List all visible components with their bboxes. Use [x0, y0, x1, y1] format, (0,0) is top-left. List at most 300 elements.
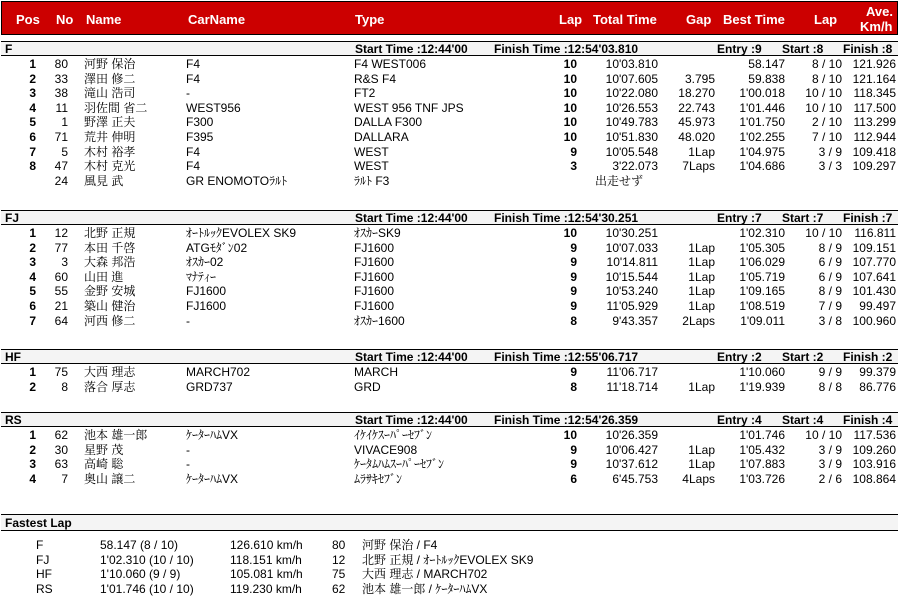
- car-name-cell: FJ1600: [186, 299, 227, 313]
- driver-name-cell: 星野 茂: [84, 442, 124, 457]
- average-speed-cell: 117.500: [853, 100, 896, 115]
- driver-name-cell: 奥山 譲二: [84, 471, 136, 486]
- average-speed-cell: 121.164: [852, 71, 896, 86]
- fastest-lap-section: [1, 514, 898, 531]
- result-row: [0, 86, 900, 101]
- pos-cell: 7: [29, 313, 36, 328]
- gap-cell: 1Lap: [688, 240, 715, 255]
- car-name-cell: F4: [186, 71, 201, 86]
- fastest-speed-cell: 119.230 km/h: [230, 581, 302, 596]
- driver-name-cell: 河野 保治: [84, 57, 136, 71]
- best-time-cell: 1'05.719: [739, 269, 785, 284]
- class-header-rs: [1, 412, 898, 427]
- average-speed-cell: 99.497: [859, 299, 896, 313]
- car-name-cell: ｹｰﾀｰﾊﾑVX: [186, 471, 239, 486]
- car-name-cell: F300: [186, 115, 214, 130]
- gap-cell: 2Laps: [682, 313, 715, 328]
- laps-cell: 9: [570, 255, 577, 270]
- car-type-cell: FJ1600: [354, 240, 395, 255]
- car-type-cell: WEST: [354, 144, 389, 159]
- best-lap-cell: 8 / 10: [811, 57, 842, 71]
- col-pos-header: Pos: [16, 12, 40, 27]
- pos-cell: 2: [29, 71, 36, 86]
- fastest-driver-cell: 北野 正規 / ｵｰﾄﾙｯｸEVOLEX SK9: [362, 552, 534, 567]
- best-time-cell: 1'03.726: [739, 471, 785, 486]
- total-time-cell: 10'03.810: [605, 57, 658, 71]
- total-time-cell: 10'14.811: [606, 255, 658, 270]
- class-header-f: [1, 41, 898, 56]
- total-time-cell: 3'22.073: [612, 159, 658, 174]
- fastest-lap-title: Fastest Lap: [5, 516, 72, 530]
- pos-cell: 8: [29, 159, 36, 174]
- col-name-header: Name: [86, 12, 122, 27]
- best-time-cell: 1'09.165: [739, 284, 785, 299]
- best-time-cell: 1'05.305: [739, 240, 785, 255]
- car-name-cell: ATGﾓﾀﾞﾝ02: [186, 240, 248, 255]
- col-ave-header: Ave.: [866, 4, 893, 19]
- car-number-cell: 80: [54, 57, 68, 71]
- car-number-cell: 38: [54, 86, 68, 101]
- total-time-cell: 10'05.548: [605, 144, 658, 159]
- best-lap-cell: 8 / 9: [818, 240, 842, 255]
- car-number-cell: 3: [61, 255, 68, 270]
- fastest-class-cell: FJ: [36, 552, 50, 567]
- best-time-cell: 1'01.446: [739, 100, 785, 115]
- car-name-cell: GRD737: [186, 379, 233, 394]
- total-time-cell: 10'53.240: [605, 284, 658, 299]
- best-lap-cell: 10 / 10: [805, 100, 842, 115]
- best-lap-cell: 10 / 10: [805, 428, 842, 442]
- start-count: Start :4: [782, 413, 824, 427]
- total-time-cell: 10'15.544: [605, 269, 658, 284]
- driver-name-cell: 築山 健治: [84, 299, 136, 313]
- best-time-cell: 1'01.746: [739, 428, 785, 442]
- best-lap-cell: 10 / 10: [805, 226, 842, 240]
- result-row: [0, 365, 900, 380]
- gap-cell: 1Lap: [688, 255, 715, 270]
- gap-cell: 1Lap: [688, 379, 715, 394]
- best-time-cell: 59.838: [748, 71, 785, 86]
- result-row: [0, 443, 900, 458]
- result-row: [0, 270, 900, 285]
- average-speed-cell: 109.297: [852, 159, 896, 174]
- finish-count: Finish :2: [843, 350, 893, 364]
- average-speed-cell: 101.430: [852, 284, 896, 299]
- fastest-lap-row: [0, 581, 900, 597]
- result-row: [0, 130, 900, 145]
- driver-name-cell: 高崎 聡: [84, 457, 124, 472]
- result-row: [0, 284, 900, 299]
- car-type-cell: FT2: [354, 86, 376, 101]
- fastest-car-number-cell: 75: [332, 567, 346, 582]
- average-speed-cell: 103.916: [852, 457, 896, 472]
- driver-name-cell: 風見 武: [84, 173, 124, 188]
- average-speed-cell: 116.811: [854, 226, 896, 240]
- car-name-cell: -: [186, 442, 190, 457]
- col-kmh-header: Km/h: [860, 19, 893, 34]
- car-name-cell: FJ1600: [186, 284, 227, 299]
- best-lap-cell: 2 / 6: [818, 471, 842, 486]
- result-row: [0, 255, 900, 270]
- total-time-cell: 10'30.251: [605, 226, 658, 240]
- best-time-cell: 1'10.060: [739, 365, 785, 379]
- laps-cell: 9: [570, 457, 577, 472]
- car-number-cell: 7: [61, 471, 68, 486]
- car-name-cell: -: [186, 86, 190, 101]
- laps-cell: 9: [570, 269, 577, 284]
- car-type-cell: ｹｰﾀﾑﾊﾑｽｰﾊﾟｰｾﾌﾞﾝ: [354, 457, 445, 472]
- best-lap-cell: 3 / 9: [818, 442, 842, 457]
- average-speed-cell: 107.770: [852, 255, 896, 270]
- pos-cell: 4: [29, 100, 36, 115]
- driver-name-cell: 大森 邦浩: [84, 255, 136, 270]
- result-row: [0, 174, 900, 189]
- gap-cell: 3.795: [684, 71, 715, 86]
- best-lap-cell: 9 / 9: [818, 365, 842, 379]
- car-number-cell: 77: [54, 240, 68, 255]
- average-speed-cell: 113.299: [853, 115, 896, 130]
- laps-cell: 10: [563, 428, 577, 442]
- result-row: [0, 57, 900, 72]
- car-number-cell: 33: [54, 71, 68, 86]
- car-name-cell: ｹｰﾀｰﾊﾑVX: [186, 428, 239, 442]
- laps-cell: 6: [570, 471, 577, 486]
- laps-cell: 3: [570, 159, 577, 174]
- total-time-cell: 出走せず: [594, 173, 643, 188]
- best-time-cell: 1'02.255: [739, 130, 785, 144]
- car-type-cell: DALLA F300: [354, 115, 423, 130]
- fastest-driver-cell: 池本 雄一郎 / ｹｰﾀｰﾊﾑVX: [362, 581, 488, 596]
- result-row: [0, 472, 900, 487]
- driver-name-cell: 池本 雄一郎: [84, 428, 148, 442]
- car-type-cell: FJ1600: [354, 255, 395, 270]
- fastest-driver-cell: 河野 保治 / F4: [362, 538, 438, 552]
- average-speed-cell: 107.641: [852, 269, 896, 284]
- result-row: [0, 101, 900, 116]
- laps-cell: 10: [563, 71, 577, 86]
- result-row: [0, 241, 900, 256]
- car-type-cell: DALLARA: [354, 130, 409, 144]
- car-name-cell: ｵｽｶｰ02: [186, 255, 224, 270]
- car-type-cell: ﾑﾗｻｷｾﾌﾞﾝ: [354, 471, 403, 486]
- start-time: Start Time :12:44'00: [355, 350, 468, 364]
- car-name-cell: F4: [186, 159, 201, 174]
- class-header-fj: [1, 210, 898, 225]
- class-name: RS: [5, 413, 22, 427]
- driver-name-cell: 荒井 伸明: [84, 130, 136, 144]
- col-gap-header: Gap: [686, 12, 712, 27]
- best-time-cell: 1'19.939: [739, 379, 785, 394]
- car-type-cell: VIVACE908: [354, 442, 418, 457]
- result-row: [0, 428, 900, 443]
- best-lap-cell: 8 / 10: [811, 71, 842, 86]
- result-row: [0, 299, 900, 314]
- pos-cell: 2: [29, 442, 36, 457]
- car-name-cell: F4: [186, 144, 201, 159]
- laps-cell: 9: [570, 365, 577, 379]
- driver-name-cell: 落合 厚志: [84, 379, 136, 394]
- car-type-cell: F4 WEST006: [354, 57, 427, 71]
- fastest-time-cell: 1'01.746 (10 / 10): [100, 581, 194, 596]
- pos-cell: 2: [29, 379, 36, 394]
- average-speed-cell: 86.776: [859, 379, 896, 394]
- finish-time: Finish Time :12:55'06.717: [494, 350, 639, 364]
- car-name-cell: GR ENOMOTOﾗﾙﾄ: [186, 173, 288, 188]
- pos-cell: 3: [29, 457, 36, 472]
- car-number-cell: 75: [54, 365, 68, 379]
- entry-count: Entry :7: [717, 211, 762, 225]
- start-count: Start :7: [782, 211, 824, 225]
- fastest-car-number-cell: 80: [332, 538, 346, 552]
- laps-cell: 8: [570, 379, 577, 394]
- finish-time: Finish Time :12:54'26.359: [494, 413, 639, 427]
- best-time-cell: 1'06.029: [739, 255, 785, 270]
- car-type-cell: FJ1600: [354, 284, 395, 299]
- car-name-cell: ﾏﾅﾃｨｰ: [186, 269, 217, 284]
- pos-cell: 6: [29, 130, 36, 144]
- fastest-driver-cell: 大西 理志 / MARCH702: [362, 567, 488, 582]
- gap-cell: 1Lap: [688, 442, 715, 457]
- class-name: HF: [5, 350, 21, 364]
- car-number-cell: 12: [54, 226, 68, 240]
- pos-cell: 1: [29, 57, 36, 71]
- car-number-cell: 47: [54, 159, 68, 174]
- driver-name-cell: 大西 理志: [84, 365, 136, 379]
- col-carname-header: CarName: [188, 12, 246, 27]
- car-number-cell: 8: [61, 379, 68, 394]
- class-name: F: [5, 42, 13, 56]
- gap-cell: 7Laps: [682, 159, 715, 174]
- fastest-speed-cell: 126.610 km/h: [230, 538, 303, 552]
- laps-cell: 10: [563, 115, 577, 130]
- driver-name-cell: 澤田 修二: [84, 71, 136, 86]
- driver-name-cell: 野澤 正夫: [84, 115, 136, 130]
- driver-name-cell: 本田 千啓: [84, 240, 136, 255]
- gap-cell: 22.743: [678, 100, 715, 115]
- fastest-class-cell: F: [36, 538, 44, 552]
- best-time-cell: 1'02.310: [739, 226, 785, 240]
- laps-cell: 9: [570, 442, 577, 457]
- best-time-cell: 1'05.432: [739, 442, 785, 457]
- car-name-cell: ｵｰﾄﾙｯｸEVOLEX SK9: [186, 226, 297, 240]
- car-number-cell: 63: [54, 457, 68, 472]
- driver-name-cell: 羽佐間 省二: [84, 100, 148, 115]
- result-row: [0, 72, 900, 87]
- pos-cell: 2: [29, 240, 36, 255]
- driver-name-cell: 金野 安城: [84, 284, 136, 299]
- fastest-speed-cell: 105.081 km/h: [230, 567, 303, 582]
- fastest-time-cell: 58.147 (8 / 10): [100, 538, 179, 552]
- car-name-cell: -: [186, 313, 190, 328]
- car-number-cell: 60: [54, 269, 68, 284]
- average-speed-cell: 100.960: [852, 313, 896, 328]
- pos-cell: 5: [29, 284, 36, 299]
- finish-count: Finish :4: [843, 413, 893, 427]
- col-lap-header: Lap: [559, 12, 583, 27]
- start-time: Start Time :12:44'00: [355, 211, 468, 225]
- class-header-hf: [1, 349, 898, 364]
- average-speed-cell: 99.379: [859, 365, 896, 379]
- driver-name-cell: 木村 裕孝: [84, 144, 136, 159]
- start-count: Start :2: [782, 350, 824, 364]
- laps-cell: 10: [563, 86, 577, 101]
- pos-cell: 1: [29, 226, 36, 240]
- best-time-cell: 1'00.018: [739, 86, 785, 101]
- car-number-cell: 11: [55, 100, 68, 115]
- car-type-cell: MARCH: [354, 365, 398, 379]
- average-speed-cell: 109.151: [852, 240, 896, 255]
- best-lap-cell: 7 / 9: [818, 299, 842, 313]
- best-time-cell: 1'09.011: [740, 313, 785, 328]
- average-speed-cell: 117.536: [853, 428, 896, 442]
- laps-cell: 10: [563, 100, 577, 115]
- total-time-cell: 11'06.717: [606, 365, 658, 379]
- fastest-lap-row: [0, 566, 900, 582]
- total-time-cell: 10'37.612: [605, 457, 658, 472]
- car-name-cell: F395: [186, 130, 214, 144]
- fastest-time-cell: 1'02.310 (10 / 10): [100, 552, 194, 567]
- average-speed-cell: 109.260: [852, 442, 896, 457]
- gap-cell: 1Lap: [688, 299, 715, 313]
- best-lap-cell: 6 / 9: [818, 269, 842, 284]
- result-row: [0, 226, 900, 241]
- best-time-cell: 1'08.519: [739, 299, 785, 313]
- car-number-cell: 62: [54, 428, 68, 442]
- car-number-cell: 24: [54, 173, 68, 188]
- pos-cell: 5: [29, 115, 36, 130]
- average-speed-cell: 109.418: [852, 144, 896, 159]
- car-number-cell: 21: [54, 299, 68, 313]
- start-time: Start Time :12:44'00: [355, 42, 468, 56]
- gap-cell: 18.270: [678, 86, 715, 101]
- average-speed-cell: 118.345: [853, 86, 896, 101]
- driver-name-cell: 北野 正規: [84, 226, 136, 240]
- best-time-cell: 1'07.883: [739, 457, 785, 472]
- average-speed-cell: 108.864: [852, 471, 896, 486]
- pos-cell: 4: [29, 269, 36, 284]
- best-lap-cell: 3 / 3: [818, 159, 842, 174]
- gap-cell: 1Lap: [688, 457, 715, 472]
- result-row: [0, 457, 900, 472]
- laps-cell: 9: [570, 299, 577, 313]
- car-type-cell: ｵｽｶｰSK9: [354, 226, 401, 240]
- entry-count: Entry :4: [717, 413, 762, 427]
- car-type-cell: FJ1600: [354, 269, 395, 284]
- laps-cell: 10: [563, 130, 577, 144]
- car-number-cell: 71: [54, 130, 68, 144]
- col-best-lap-header: Lap: [814, 12, 838, 27]
- best-lap-cell: 6 / 9: [818, 255, 842, 270]
- entry-count: Entry :2: [717, 350, 762, 364]
- pos-cell: 1: [29, 365, 36, 379]
- total-time-cell: 10'26.553: [605, 100, 658, 115]
- pos-cell: 3: [29, 255, 36, 270]
- car-type-cell: R&S F4: [354, 71, 397, 86]
- car-name-cell: WEST956: [186, 100, 241, 115]
- gap-cell: 1Lap: [688, 144, 715, 159]
- best-lap-cell: 3 / 9: [818, 144, 842, 159]
- gap-cell: 1Lap: [688, 269, 715, 284]
- col-best-time-header: Best Time: [723, 12, 785, 27]
- total-time-cell: 10'51.830: [605, 130, 658, 144]
- results-header: [1, 1, 898, 35]
- best-lap-cell: 3 / 9: [818, 457, 842, 472]
- total-time-cell: 10'26.359: [605, 428, 658, 442]
- best-lap-cell: 7 / 10: [811, 130, 842, 144]
- best-time-cell: 1'04.686: [739, 159, 785, 174]
- fastest-time-cell: 1'10.060 (9 / 9): [100, 567, 181, 582]
- fastest-car-number-cell: 12: [332, 552, 346, 567]
- driver-name-cell: 河西 修二: [84, 313, 136, 328]
- driver-name-cell: 山田 進: [84, 269, 124, 284]
- fastest-lap-row: [0, 552, 900, 568]
- col-total-time-header: Total Time: [593, 12, 657, 27]
- result-row: [0, 380, 900, 395]
- finish-count: Finish :7: [843, 211, 893, 225]
- best-lap-cell: 10 / 10: [805, 86, 842, 101]
- pos-cell: 7: [29, 144, 36, 159]
- total-time-cell: 10'07.033: [605, 240, 658, 255]
- pos-cell: 1: [29, 428, 36, 442]
- start-time: Start Time :12:44'00: [355, 413, 468, 427]
- car-type-cell: ﾗﾙﾄ F3: [354, 173, 390, 188]
- total-time-cell: 10'49.783: [605, 115, 658, 130]
- finish-time: Finish Time :12:54'30.251: [494, 211, 639, 225]
- car-number-cell: 5: [61, 144, 68, 159]
- car-number-cell: 30: [54, 442, 68, 457]
- gap-cell: 1Lap: [688, 284, 715, 299]
- driver-name-cell: 木村 克光: [84, 159, 136, 174]
- result-row: [0, 145, 900, 160]
- laps-cell: 10: [563, 226, 577, 240]
- car-number-cell: 1: [61, 115, 68, 130]
- best-time-cell: 1'01.750: [739, 115, 785, 130]
- car-name-cell: -: [186, 457, 190, 472]
- result-row: [0, 314, 900, 329]
- average-speed-cell: 112.944: [853, 130, 896, 144]
- fastest-class-cell: HF: [36, 567, 52, 582]
- best-time-cell: 58.147: [748, 57, 785, 71]
- finish-count: Finish :8: [843, 42, 893, 56]
- finish-time: Finish Time :12:54'03.810: [494, 42, 639, 56]
- total-time-cell: 11'18.714: [606, 379, 658, 394]
- laps-cell: 8: [570, 313, 577, 328]
- pos-cell: 4: [29, 471, 36, 486]
- car-type-cell: ｵｽｶｰ1600: [354, 313, 405, 328]
- best-lap-cell: 3 / 8: [818, 313, 842, 328]
- total-time-cell: 10'22.080: [605, 86, 658, 101]
- car-type-cell: WEST 956 TNF JPS: [354, 100, 464, 115]
- driver-name-cell: 滝山 浩司: [84, 86, 136, 101]
- fastest-car-number-cell: 62: [332, 581, 346, 596]
- col-no-header: No: [56, 12, 74, 27]
- car-name-cell: MARCH702: [186, 365, 251, 379]
- best-time-cell: 1'04.975: [739, 144, 785, 159]
- total-time-cell: 6'45.753: [612, 471, 658, 486]
- col-type-header: Type: [355, 12, 385, 27]
- average-speed-cell: 121.926: [852, 57, 896, 71]
- car-number-cell: 64: [54, 313, 68, 328]
- start-count: Start :8: [782, 42, 824, 56]
- gap-cell: 4Laps: [682, 471, 715, 486]
- pos-cell: 3: [29, 86, 36, 101]
- fastest-speed-cell: 118.151 km/h: [230, 552, 302, 567]
- gap-cell: 45.973: [678, 115, 715, 130]
- car-type-cell: ｲｹｲｹｽｰﾊﾟｰｾﾌﾞﾝ: [354, 428, 433, 442]
- best-lap-cell: 2 / 10: [811, 115, 842, 130]
- entry-count: Entry :9: [717, 42, 762, 56]
- car-number-cell: 55: [54, 284, 68, 299]
